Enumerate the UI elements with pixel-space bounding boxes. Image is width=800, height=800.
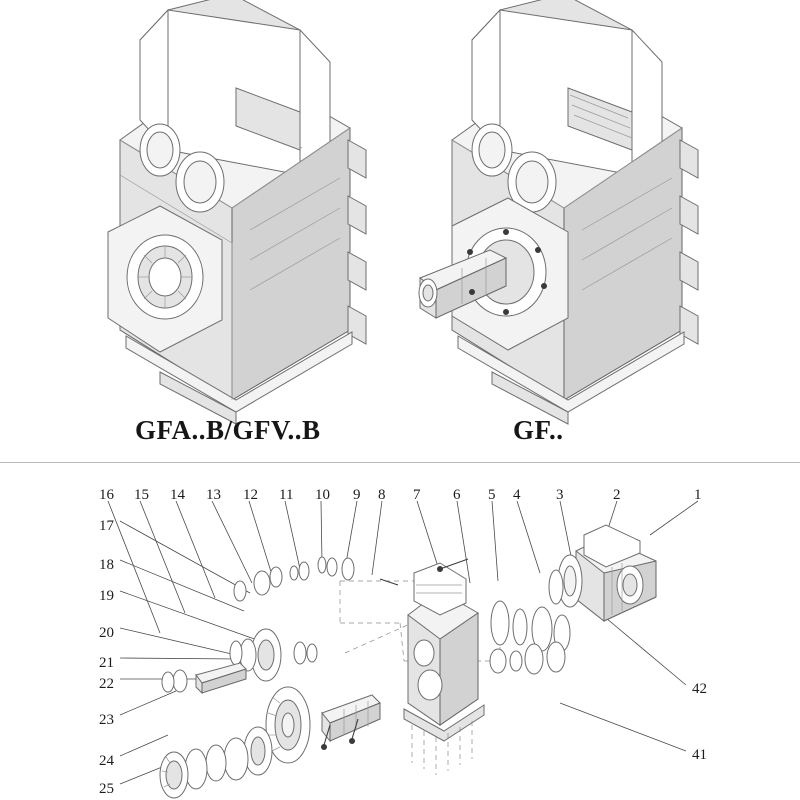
callout-25: 25 [99,781,114,797]
callout-13: 13 [206,487,221,503]
callout-22: 22 [99,676,114,692]
callout-18: 18 [99,557,114,573]
motor-unit-part [576,525,656,621]
callout-21: 21 [99,655,114,671]
flange-part [549,555,582,607]
right-model-caption: GF.. [513,415,564,445]
gear-shaft-assembly [160,629,380,798]
callout-17: 17 [99,518,114,534]
callout-42: 42 [692,681,707,697]
callout-15: 15 [134,487,149,503]
callout-9: 9 [353,487,361,503]
callout-11: 11 [279,487,294,503]
left-model-caption: GFA..B/GFV..B [135,415,321,445]
callout-4: 4 [513,487,521,503]
callout-1: 1 [694,487,702,503]
callout-23: 23 [99,712,114,728]
housing-part [404,563,484,775]
callout-10: 10 [315,487,330,503]
left-gearbox-drawing [108,0,366,424]
callout-19: 19 [99,588,114,604]
callout-20: 20 [99,625,114,641]
callout-3: 3 [556,487,564,503]
callout-6: 6 [453,487,461,503]
callout-41: 41 [692,747,707,763]
exploded-parts-diagram [0,463,800,800]
callout-14: 14 [170,487,185,503]
callout-7: 7 [413,487,421,503]
callout-24: 24 [99,753,114,769]
exploded-diagram-svg [0,463,800,800]
callout-5: 5 [488,487,496,503]
callout-2: 2 [613,487,621,503]
right-gearbox-drawing [419,0,698,424]
spacer-rings-part [490,601,570,674]
callout-12: 12 [243,487,258,503]
callout-8: 8 [378,487,386,503]
callout-16: 16 [99,487,114,503]
